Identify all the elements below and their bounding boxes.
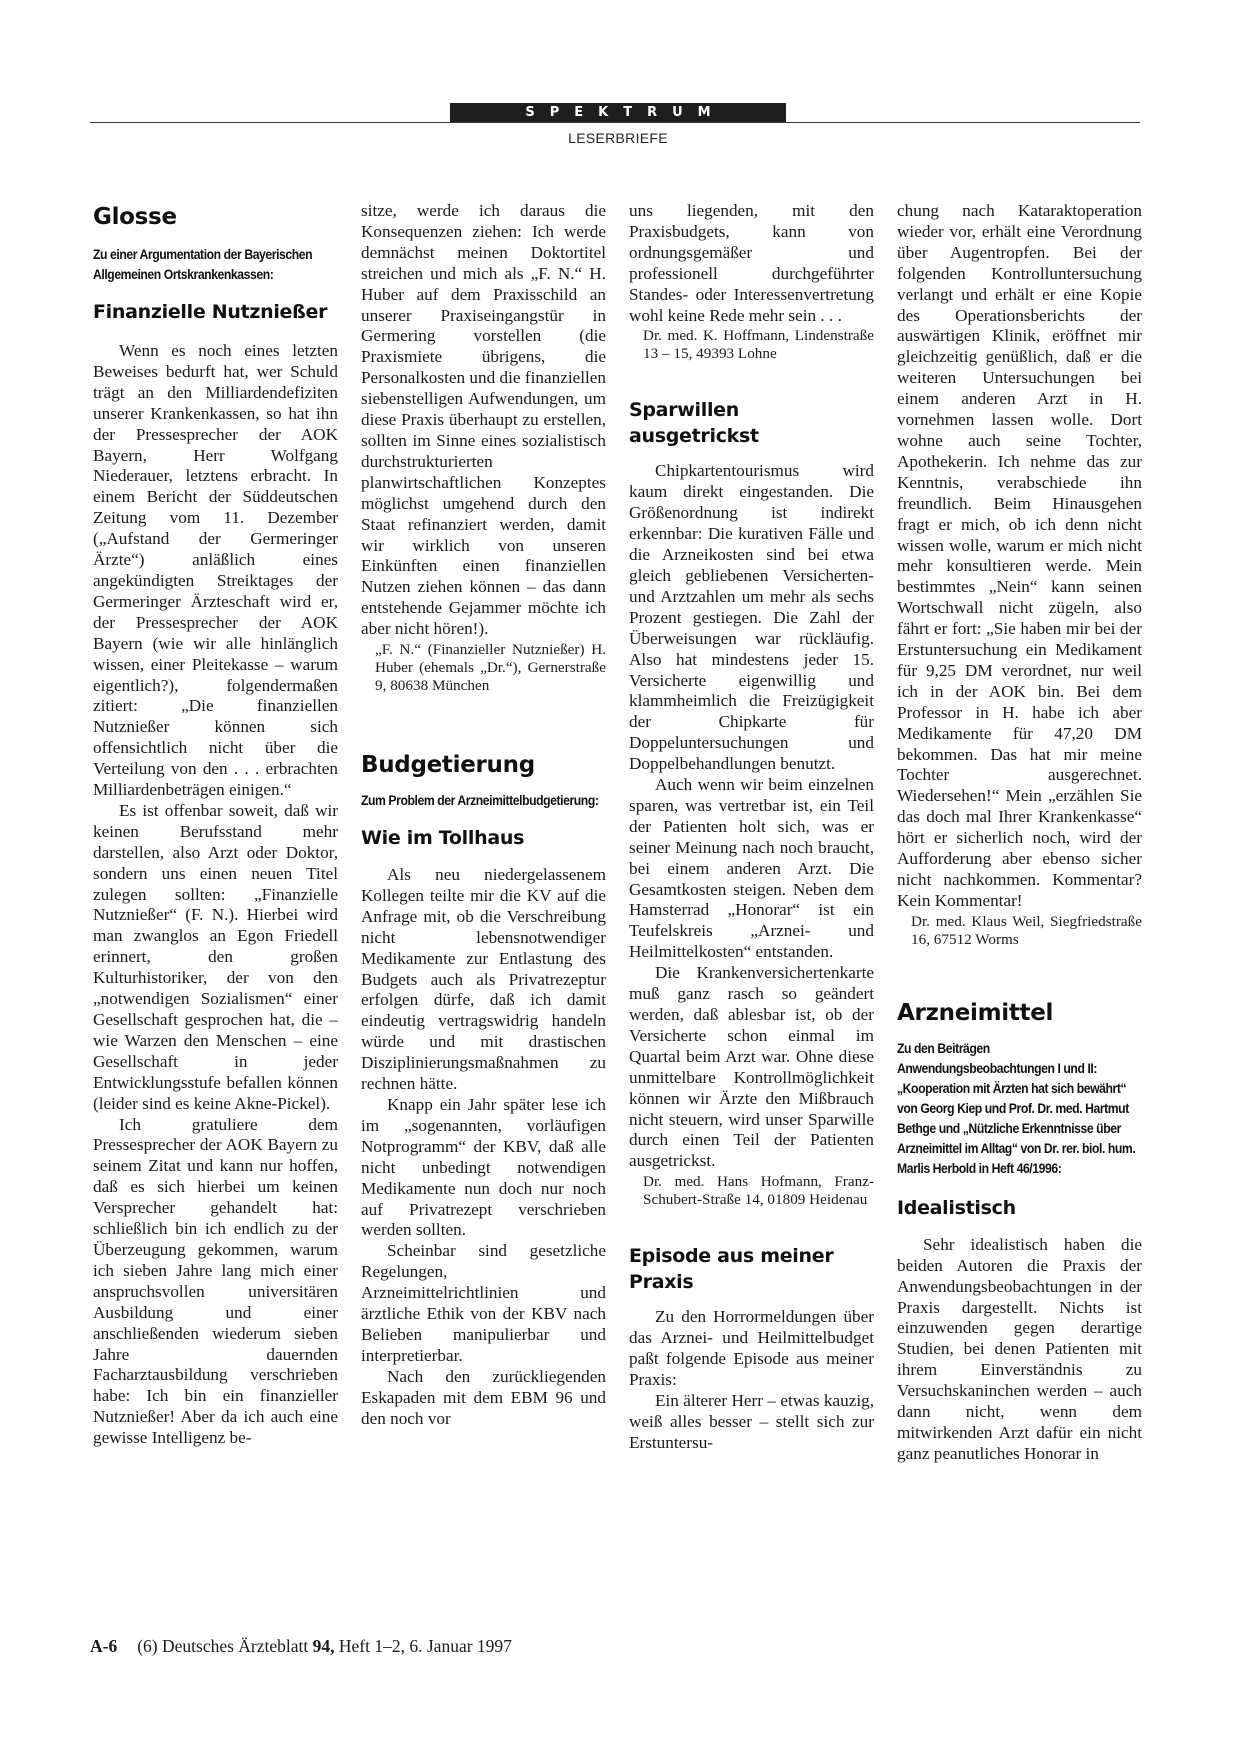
header-rule — [90, 122, 1140, 123]
letter-intro: Zu einer Argumentation der Bayerischen Allgemeinen Ortskrankenkassen: — [93, 247, 313, 283]
letter-title: Idealistisch — [897, 1196, 1016, 1219]
letter-title: Episode aus meiner Praxis — [629, 1245, 834, 1294]
paragraph: Nach den zurückliegenden Eskapaden mit dem EBM 96 und den noch vor — [361, 1366, 606, 1428]
paragraph: Sehr idealistisch haben die beiden Autoren die Praxis der Anwendungsbeobachtungen in der Praxis dargestellt. Nichts ist einzuwenden gegen derartige Studien, bei denen Patienten mit ihrem Einverständnis zu Versuchskaninchen werden – auch dann nicht, wenn dem mitwirkenden Arzt dafür ein nicht ganz peanutliches Honorar in — [897, 1234, 1142, 1463]
column-3 — [629, 201, 874, 1454]
paragraph: Es ist offenbar soweit, daß wir keinen Berufsstand mehr darstellen, also Arzt oder Doktor, sondern uns einen neuen Titel zulegen sollten: „Finanzielle Nutznießer“ (F. N.). Hierbei wird man zwanglos an Egon Friedell erinnert, den großen Kulturhistoriker, der von den „notwendigen Sozialismen“ einer Gesellschaft gesprochen hat, die – wie Warzen den Menschen – eine Gesellschaft in jeder Entwicklungsstufe befallen können (leider sind es keine Akne-Pickel). — [93, 800, 338, 1113]
paragraph: Ich gratuliere dem Pressesprecher der AOK Bayern zu seinem Zitat und kann nur hoffen, daß es sich hierbei um keinen Versprecher gehandelt hat: schließlich bin ich endlich zu der Überzeugung gekommen, warum ich sieben Jahre lang mich einer anspruchsvollen universitären Ausbildung und einer anschließenden wiederum sieben Jahre dauernden Facharztausbildung verschrieben habe: Ich bin ein finanzieller Nutznießer! Aber da ich auch eine gewisse Intelligenz be- — [93, 1114, 338, 1448]
section-heading-budgetierung: Budgetierung — [361, 752, 535, 779]
paragraph: Auch wenn wir beim einzelnen sparen, was vertretbar ist, ein Teil der Patienten holt sich, was er seiner Meinung nach noch braucht, bei einem anderen Arzt. Die Gesamtkosten steigen. Neben dem Hamsterrad „Honorar“ ist ein Teufelskreis „Arznei- und Heilmittelkosten“ entstanden. — [629, 775, 874, 962]
paragraph-continued: sitze, werde ich daraus die Konsequenzen ziehen: Ich werde demnächst meinen Doktortitel streichen und mich als „F. N.“ H. Huber auf dem Praxisschild an unserer Praxiseingangstür in Germering vorstellen (die Praxismiete übrigens, die Personalkosten und die finanziellen siebenstelligen Aufwendungen, um diese Praxis überhaupt zu erstellen, sollten im Sinne eines sozialistisch durchstrukturierten planwirtschaftlichen Konzeptes möglichst umgehend durch den Staat refinanziert werden, damit wir wirklich von unseren Einkünften einen finanziellen Nutzen ziehen können – das dann entstehende Gejammer möchte ich aber nicht hören!). — [361, 201, 606, 639]
letter-title: Sparwillen ausgetrickst — [629, 399, 759, 448]
paragraph: Ein älterer Herr – etwas kauzig, weiß alles besser – stellt sich zur Erstuntersu- — [629, 1390, 874, 1452]
letter-title: Wie im Tollhaus — [361, 827, 525, 850]
column-4 — [897, 201, 1142, 1465]
paragraph: Wenn es noch eines letzten Beweises bedurft hat, wer Schuld trägt an den Milliardendefiziten unserer Krankenkassen, so hat ihn der Pressesprecher der AOK Bayern, Herr Wolfgang Niederauer, letztens erbracht. In einem Bericht der Süddeutschen Zeitung vom 11. Dezember („Aufstand der Germeringer Ärzte“) anläßlich eines angekündigten Streiktages der Germeringer Ärzteschaft wird er, der Pressesprecher der AOK Bayern (wie wir alle hinlänglich wissen, einer Pleitekasse – warum eigentlich?), folgendermaßen zitiert: „Die finanziellen Nutznießer können sich offensichtlich nicht über die Verteilung von den . . . erbrachten Milliardenbeträgen einigen.“ — [93, 341, 338, 800]
column-2 — [361, 201, 606, 1430]
section-banner: SPEKTRUM — [450, 103, 786, 123]
subsection-label: LESERBRIEFE — [568, 130, 668, 146]
paragraph: Die Krankenversichertenkarte muß ganz rasch so geändert werden, daß ablesbar ist, ob der Versicherte schon einmal im Quartal beim Arzt war. Ohne diese unmittelbare Kontrollmöglichkeit können wir Ärzte den Mißbrauch nicht steuern, wird unser Sparwille durch einen Teil der Patienten ausgetrickst. — [629, 963, 874, 1171]
section-heading-glosse: Glosse — [93, 204, 177, 230]
section-heading-arzneimittel: Arzneimittel — [897, 999, 1054, 1026]
letter-intro: Zu den Beiträgen Anwendungsbeobachtungen I und II: „Kooperation mit Ärzten hat sich bewährt“ von Georg Kiep und Prof. Dr. med. Hartmut Bethge und „Nützliche Erkenntnisse über Arzneimittel im Alltag“ von Dr. rer. biol. hum. Marlis Herbold in Heft 46/1996: — [897, 1040, 1136, 1177]
letter-signature: Dr. med. Klaus Weil, Siegfriedstraße 16, 67512 Worms — [911, 912, 1142, 948]
column-1 — [93, 201, 338, 1449]
letter-intro: Zum Problem der Arzneimittelbudgetierung: — [361, 793, 599, 810]
letter-signature: „F. N.“ (Finanzieller Nutznießer) H. Huber (ehemals „Dr.“), Gernerstraße 9, 80638 München — [375, 641, 606, 695]
page-number: A-6 — [90, 1636, 118, 1656]
page-footer — [90, 1636, 512, 1657]
paragraph: Zu den Horrormeldungen über das Arznei- und Heilmittelbudget paßt folgende Episode aus meiner Praxis: — [629, 1307, 874, 1389]
paragraph: Scheinbar sind gesetzliche Regelungen, Arzneimittelrichtlinien und ärztliche Ethik von der KBV nach Belieben manipulierbar und interpretierbar. — [361, 1241, 606, 1365]
paragraph: Knapp ein Jahr später lese ich im „sogenannten, vorläufigen Notprogramm“ der KBV, daß alle nicht unbedingt notwendigen Medikamente nun doch nur noch auf Privatrezept verschrieben werden sollten. — [361, 1095, 606, 1240]
letter-title: Finanzielle Nutznießer — [93, 301, 328, 323]
footer-citation-prefix: (6) Deutsches Ärzteblatt — [137, 1636, 313, 1656]
paragraph: Als neu niedergelassenem Kollegen teilte mir die KV auf die Anfrage mit, ob die Verschreibung nicht lebensnotwendiger Medikamente zur Entlastung des Budgets auch als Privatrezeptur erfolgen dürfe, daß ich damit eindeutig vertragswidrig handeln würde und mit drastischen Disziplinierungsmaßnahmen zu rechnen hätte. — [361, 865, 606, 1094]
paragraph-continued: chung nach Kataraktoperation wieder vor, erhält eine Verordnung über Augentropfen. Bei der folgenden Kontrolluntersuchung verlangt und erhält er eine Kopie des Operationsberichts der auswärtigen Klinik, eröffnet mir gleichzeitig genüßlich, daß er die weiteren Untersuchungen bei einem anderen Arzt in H. vornehmen lassen wolle. Dort wohne auch seine Tochter, Apothekerin. Ich nehme das zur Kenntnis, verabschiede ihn freundlich. Beim Hinausgehen fragt er mich, ob ich denn nicht wissen wolle, warum er mich nicht mehr konsultieren werde. Mein bestimmtes „Nein“ kann seinen Wortschwall nicht zügeln, also fährt er fort: „Sie haben mir bei der Erstuntersuchung ein Medikament für 9,25 DM verordnet, nur weil ich in der AOK bin. Bei dem Professor in H. habe ich aber Medikamente für 47,20 DM bekommen. Das hat mir meine Tochter ausgerechnet. Wiedersehen!“ Mein „erzählen Sie das doch mal Ihrer Krankenkasse“ hört er sicherlich noch, wird der Aufforderung aber ebenso sicher nicht nachkommen. Kommentar? Kein Kommentar! — [897, 201, 1142, 910]
letter-signature: Dr. med. K. Hoffmann, Lindenstraße 13 – 15, 49393 Lohne — [643, 327, 874, 363]
letter-signature: Dr. med. Hans Hofmann, Franz-Schubert-Straße 14, 01809 Heidenau — [643, 1173, 874, 1209]
footer-citation-suffix: Heft 1–2, 6. Januar 1997 — [334, 1636, 512, 1656]
paragraph: Chipkartentourismus wird kaum direkt eingestanden. Die Größenordnung ist indirekt erkennbar: Die kurativen Fälle und die Arzneikosten sind bei etwa gleich gebliebenen Versicherten- und Arztzahlen um mehr als sechs Prozent gestiegen. Die Zahl der Überweisungen war rückläufig. Also hat mindestens jeder 15. Versicherte eigenwillig und klammheimlich die Freizügigkeit der Chipkarte für Doppeluntersuchungen und Doppelbehandlungen benutzt. — [629, 461, 874, 774]
paragraph-continued: uns liegenden, mit den Praxisbudgets, kann von ordnungsgemäßer und professionell durchgeführter Standes- oder Interessenvertretung wohl keine Rede mehr sein . . . — [629, 201, 874, 325]
footer-volume: 94, — [312, 1636, 335, 1656]
